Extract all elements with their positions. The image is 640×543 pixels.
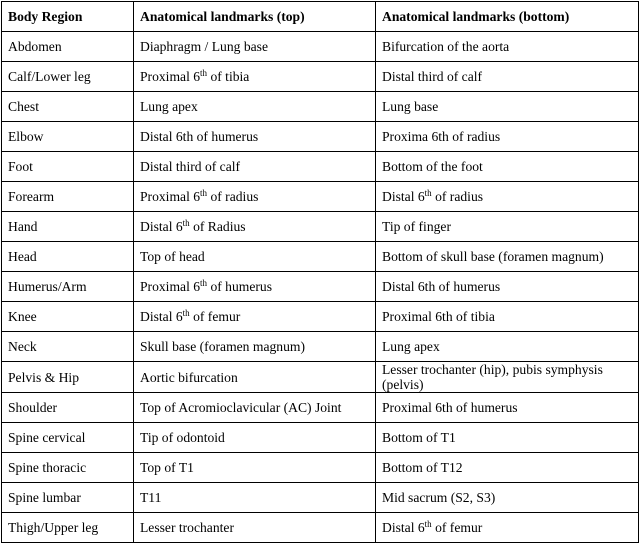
cell-text: Top of head bbox=[140, 249, 205, 264]
top-landmark-cell bbox=[134, 32, 376, 62]
region-cell: Spine thoracic bbox=[2, 453, 134, 483]
table-row bbox=[2, 62, 639, 92]
region-cell: Spine cervical bbox=[2, 423, 134, 453]
cell-text: Proximal 6th of humerus bbox=[382, 400, 518, 415]
bottom-landmark-cell bbox=[376, 182, 639, 212]
header-row bbox=[2, 2, 639, 32]
region-cell: Forearm bbox=[2, 182, 134, 212]
bottom-landmark-cell bbox=[376, 272, 639, 302]
table-row bbox=[2, 513, 639, 543]
table-row bbox=[2, 242, 639, 272]
table-row bbox=[2, 483, 639, 513]
table-row bbox=[2, 453, 639, 483]
bottom-landmark-cell bbox=[376, 62, 639, 92]
bottom-landmark-cell bbox=[376, 423, 639, 453]
cell-text: of femur bbox=[189, 309, 241, 324]
header-body-region: Body Region bbox=[2, 2, 134, 32]
region-cell: Calf/Lower leg bbox=[2, 62, 134, 92]
cell-text: Proximal 6 bbox=[140, 69, 201, 84]
cell-text: Proxima 6th of radius bbox=[382, 129, 501, 144]
region-cell: Foot bbox=[2, 152, 134, 182]
cell-text: Bottom of the foot bbox=[382, 159, 483, 174]
table-row bbox=[2, 362, 639, 393]
bottom-landmark-cell bbox=[376, 453, 639, 483]
ordinal-suffix: th bbox=[182, 308, 190, 318]
cell-text: Distal 6th of humerus bbox=[140, 129, 259, 144]
table-row bbox=[2, 32, 639, 62]
table-row bbox=[2, 92, 639, 122]
cell-text: Proximal 6 bbox=[140, 279, 201, 294]
cell-text: Distal 6 bbox=[382, 520, 425, 535]
table-row bbox=[2, 393, 639, 423]
ordinal-suffix: th bbox=[424, 519, 432, 529]
top-landmark-cell bbox=[134, 513, 376, 543]
cell-text: Mid sacrum (S2, S3) bbox=[382, 490, 496, 505]
ordinal-suffix: th bbox=[200, 278, 208, 288]
cell-text: of femur bbox=[431, 520, 483, 535]
region-cell: Thigh/Upper leg bbox=[2, 513, 134, 543]
bottom-landmark-cell bbox=[376, 513, 639, 543]
table-row bbox=[2, 122, 639, 152]
bottom-landmark-cell bbox=[376, 212, 639, 242]
region-cell: Hand bbox=[2, 212, 134, 242]
ordinal-suffix: th bbox=[182, 218, 190, 228]
cell-text: Bottom of skull base (foramen magnum) bbox=[382, 249, 604, 264]
region-cell: Elbow bbox=[2, 122, 134, 152]
cell-text: Lesser trochanter (hip), pubis symphysis (pelvis) bbox=[382, 362, 603, 392]
cell-text: Top of Acromioclavicular (AC) Joint bbox=[140, 400, 342, 415]
bottom-landmark-cell bbox=[376, 152, 639, 182]
region-cell: Chest bbox=[2, 92, 134, 122]
cell-text: Distal third of calf bbox=[382, 69, 483, 84]
ordinal-suffix: th bbox=[200, 188, 208, 198]
region-cell: Knee bbox=[2, 302, 134, 332]
cell-text: Tip of finger bbox=[382, 219, 451, 234]
bottom-landmark-cell bbox=[376, 483, 639, 513]
region-cell: Abdomen bbox=[2, 32, 134, 62]
bottom-landmark-cell bbox=[376, 393, 639, 423]
ordinal-suffix: th bbox=[424, 188, 432, 198]
bottom-landmark-cell bbox=[376, 122, 639, 152]
top-landmark-cell bbox=[134, 362, 376, 393]
bottom-landmark-cell bbox=[376, 332, 639, 362]
bottom-landmark-cell bbox=[376, 32, 639, 62]
cell-text: Distal 6th of humerus bbox=[382, 279, 501, 294]
top-landmark-cell bbox=[134, 423, 376, 453]
region-cell: Neck bbox=[2, 332, 134, 362]
cell-text: Proximal 6th of tibia bbox=[382, 309, 495, 324]
bottom-landmark-cell bbox=[376, 242, 639, 272]
table-row bbox=[2, 423, 639, 453]
bottom-landmark-cell bbox=[376, 302, 639, 332]
top-landmark-cell bbox=[134, 453, 376, 483]
cell-text: of radius bbox=[431, 189, 484, 204]
table-row bbox=[2, 272, 639, 302]
top-landmark-cell bbox=[134, 122, 376, 152]
cell-text: Skull base (foramen magnum) bbox=[140, 339, 305, 354]
top-landmark-cell bbox=[134, 272, 376, 302]
cell-text: of Radius bbox=[189, 219, 246, 234]
landmarks-table bbox=[1, 1, 639, 543]
cell-text: Distal 6 bbox=[140, 309, 183, 324]
cell-text: Lung base bbox=[382, 99, 439, 114]
top-landmark-cell bbox=[134, 242, 376, 272]
region-cell: Shoulder bbox=[2, 393, 134, 423]
bottom-landmark-cell bbox=[376, 362, 639, 393]
region-cell: Spine lumbar bbox=[2, 483, 134, 513]
table-row bbox=[2, 182, 639, 212]
top-landmark-cell bbox=[134, 212, 376, 242]
header-landmarks-bottom: Anatomical landmarks (bottom) bbox=[376, 2, 639, 32]
top-landmark-cell bbox=[134, 182, 376, 212]
cell-text: of radius bbox=[207, 189, 259, 204]
cell-text: Lesser trochanter bbox=[140, 520, 234, 535]
cell-text: Tip of odontoid bbox=[140, 430, 225, 445]
top-landmark-cell bbox=[134, 152, 376, 182]
top-landmark-cell bbox=[134, 302, 376, 332]
header-landmarks-top: Anatomical landmarks (top) bbox=[134, 2, 376, 32]
cell-text: T11 bbox=[140, 490, 162, 505]
region-cell: Pelvis & Hip bbox=[2, 362, 134, 393]
region-cell: Head bbox=[2, 242, 134, 272]
table-row bbox=[2, 152, 639, 182]
cell-text: Bottom of T1 bbox=[382, 430, 456, 445]
top-landmark-cell bbox=[134, 62, 376, 92]
cell-text: Top of T1 bbox=[140, 460, 194, 475]
cell-text: Distal third of calf bbox=[140, 159, 241, 174]
cell-text: Distal 6 bbox=[382, 189, 425, 204]
cell-text: Diaphragm / Lung base bbox=[140, 39, 268, 54]
cell-text: Distal 6 bbox=[140, 219, 183, 234]
cell-text: Proximal 6 bbox=[140, 189, 201, 204]
cell-text: Lung apex bbox=[140, 99, 198, 114]
ordinal-suffix: th bbox=[200, 68, 208, 78]
table-row bbox=[2, 332, 639, 362]
region-cell: Humerus/Arm bbox=[2, 272, 134, 302]
cell-text: Bottom of T12 bbox=[382, 460, 463, 475]
top-landmark-cell bbox=[134, 332, 376, 362]
top-landmark-cell bbox=[134, 92, 376, 122]
cell-text: of humerus bbox=[207, 279, 272, 294]
cell-text: of tibia bbox=[207, 69, 250, 84]
table-row bbox=[2, 212, 639, 242]
table-row bbox=[2, 302, 639, 332]
cell-text: Bifurcation of the aorta bbox=[382, 39, 510, 54]
top-landmark-cell bbox=[134, 393, 376, 423]
cell-text: Lung apex bbox=[382, 339, 440, 354]
cell-text: Aortic bifurcation bbox=[140, 369, 238, 385]
bottom-landmark-cell bbox=[376, 92, 639, 122]
top-landmark-cell bbox=[134, 483, 376, 513]
